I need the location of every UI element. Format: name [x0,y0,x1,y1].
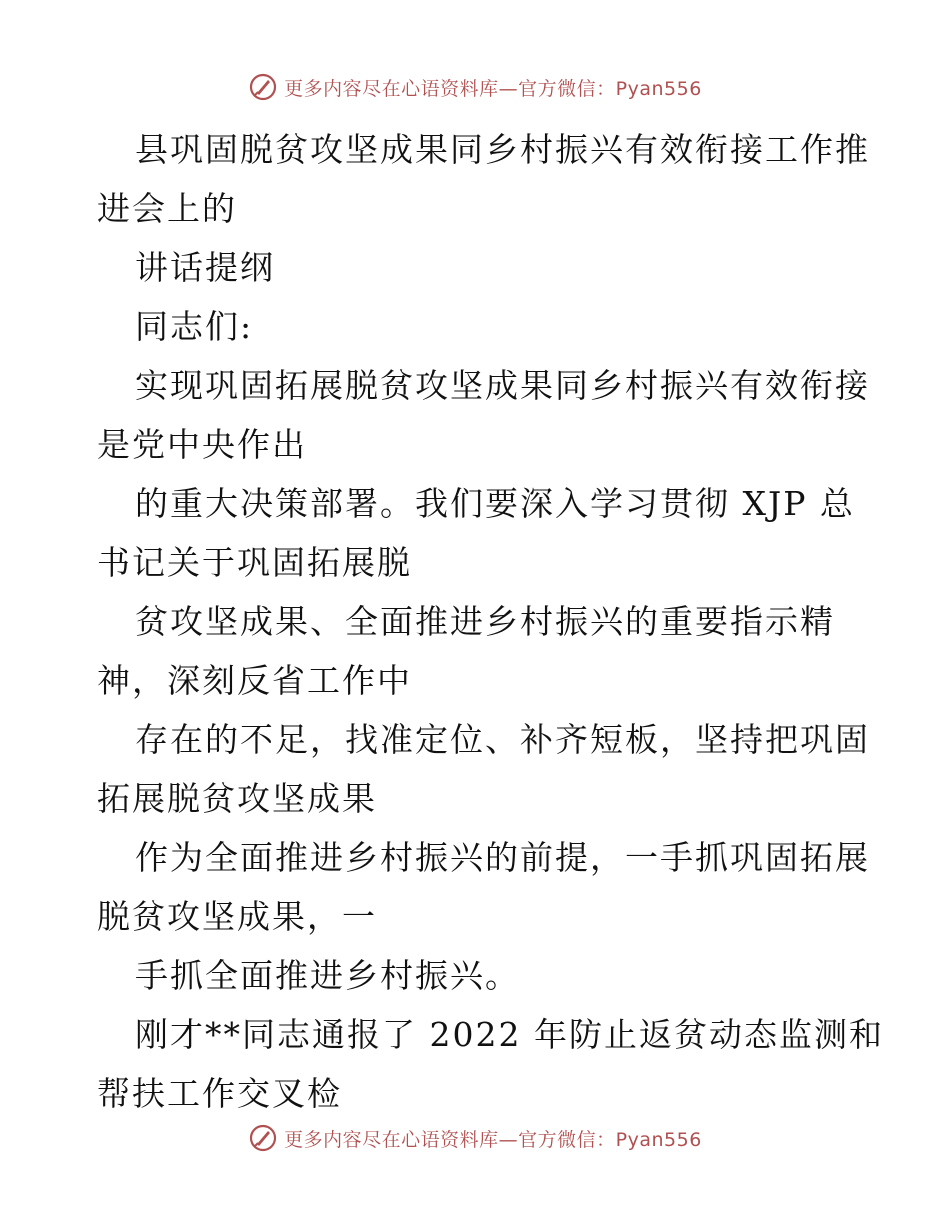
text-line: 讲话提纲 [135,248,275,287]
text-line: 的重大决策部署。我们要深入学习贯彻 XJP 总 [135,484,855,523]
watermark-footer [0,1123,950,1153]
quill-pen-icon [248,72,278,102]
text-line: 神，深刻反省工作中 [97,661,412,700]
text-line: 实现巩固拓展脱贫攻坚成果同乡村振兴有效衔接 [135,366,870,405]
text-line: 县巩固脱贫攻坚成果同乡村振兴有效衔接工作推 [135,130,870,169]
document-body [97,120,884,1123]
text-line: 进会上的 [97,189,237,228]
watermark-wechat-id: Pyan556 [615,77,702,100]
text-line: 同志们: [135,307,254,346]
watermark-text: 更多内容尽在心语资料库—官方微信：Pyan556 [284,77,702,100]
text-line: 手抓全面推进乡村振兴。 [135,956,520,995]
watermark-wechat-id: Pyan556 [615,1128,702,1151]
quill-pen-icon [248,1123,278,1153]
text-line: 贫攻坚成果、全面推进乡村振兴的重要指示精 [135,602,835,641]
text-line: 作为全面推进乡村振兴的前提，一手抓巩固拓展 [135,838,870,877]
watermark-text: 更多内容尽在心语资料库—官方微信：Pyan556 [284,1128,702,1151]
text-line: 脱贫攻坚成果，一 [97,897,377,936]
text-line: 拓展脱贫攻坚成果 [97,779,377,818]
text-line: 刚才**同志通报了 2022 年防止返贫动态监测和 [135,1015,884,1054]
text-line: 是党中央作出 [97,425,307,464]
text-line: 书记关于巩固拓展脱 [97,543,412,582]
watermark-header [0,72,950,102]
text-line: 存在的不足，找准定位、补齐短板，坚持把巩固 [135,720,870,759]
text-line: 帮扶工作交叉检 [97,1074,342,1113]
